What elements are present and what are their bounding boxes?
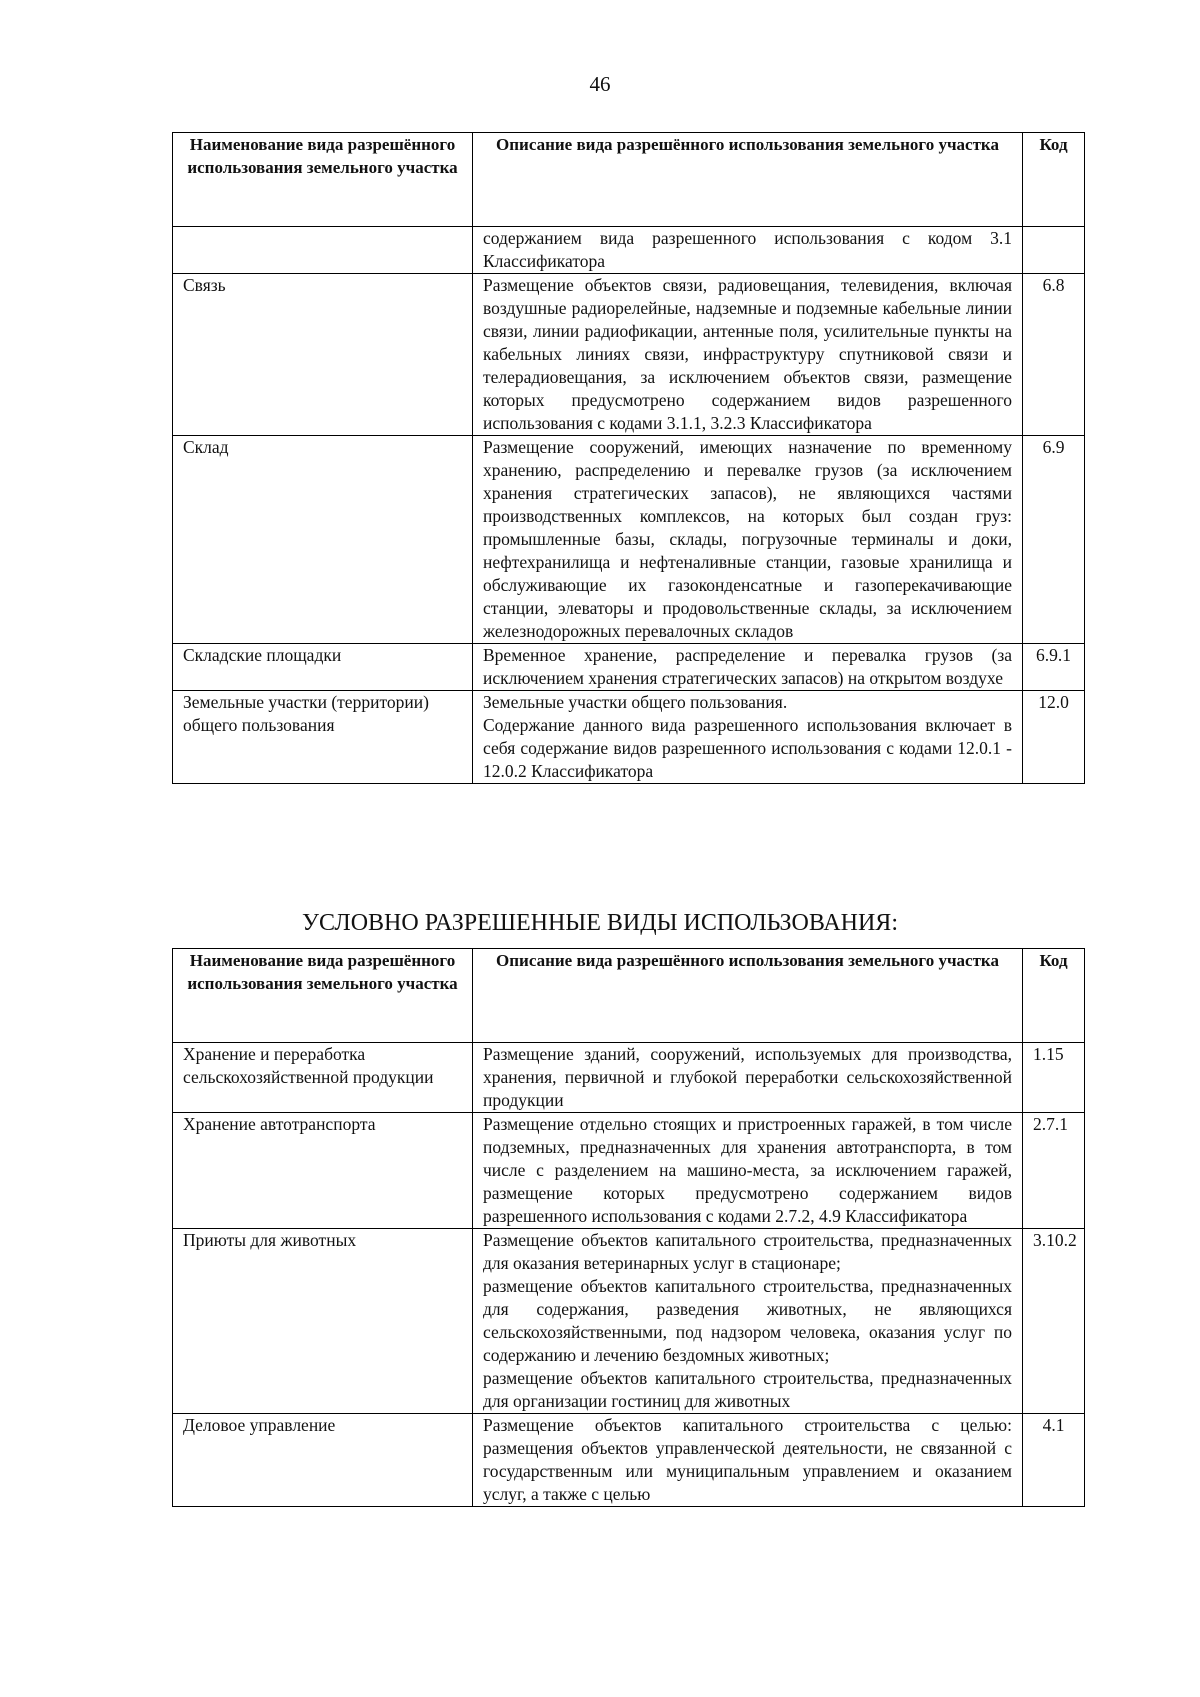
header-description: Описание вида разрешённого использования земельного участка [473, 949, 1023, 1043]
row-description: Временное хранение, распределение и перевалка грузов (за исключением хранения стратегических запасов) на открытом воздухе [473, 644, 1023, 691]
row-name: Хранение и переработка сельскохозяйственной продукции [173, 1043, 473, 1113]
row-code: 6.9.1 [1023, 644, 1085, 691]
table-row [173, 1043, 1085, 1113]
table-header-row [173, 949, 1085, 1043]
row-name: Склад [173, 436, 473, 644]
table-header-row [173, 133, 1085, 227]
section-title: УСЛОВНО РАЗРЕШЕННЫЕ ВИДЫ ИСПОЛЬЗОВАНИЯ: [302, 910, 898, 936]
table-row [173, 274, 1085, 436]
row-description: Размещение зданий, сооружений, используемых для производства, хранения, первичной и глубокой переработки сельскохозяйственной продукции [473, 1043, 1023, 1113]
row-description: Земельные участки общего пользования. Содержание данного вида разрешенного использования включает в себя содержание видов разрешенного использования с кодами 12.0.1 - 12.0.2 Классификатора [473, 691, 1023, 784]
row-code: 3.10.2 [1023, 1229, 1085, 1414]
row-description: Размещение объектов капитального строительства, предназначенных для оказания ветеринарных услуг в стационаре; размещение объектов капитального строительства, предназначенных для содержания, разведения животных, не являющихся сельскохозяйственными, под надзором человека, оказания услуг по содержанию и лечению бездомных животных; размещение объектов капитального строительства, предназначенных для организации гостиниц для животных [473, 1229, 1023, 1414]
table-row [173, 691, 1085, 784]
row-description: Размещение объектов капитального строительства с целью: размещения объектов управленческой деятельности, не связанной с государственным или муниципальным управлением и оказанием услуг, а также с целью [473, 1414, 1023, 1507]
table-row [173, 227, 1085, 274]
row-name: Складские площадки [173, 644, 473, 691]
row-name: Связь [173, 274, 473, 436]
row-code: 4.1 [1023, 1414, 1085, 1507]
header-name: Наименование вида разрешённого использования земельного участка [173, 133, 473, 227]
row-code: 2.7.1 [1023, 1113, 1085, 1229]
table-row [173, 436, 1085, 644]
header-code: Код [1023, 133, 1085, 227]
table-row [173, 1414, 1085, 1507]
row-code: 6.9 [1023, 436, 1085, 644]
row-description: Размещение объектов связи, радиовещания, телевидения, включая воздушные радиорелейные, надземные и подземные кабельные линии связи, линии радиофикации, антенные поля, усилительные пункты на кабельных линиях связи, инфраструктуру спутниковой связи и телерадиовещания, за исключением объектов связи, размещение которых предусмотрено содержанием видов разрешенного использования с кодами 3.1.1, 3.2.3 Классификатора [473, 274, 1023, 436]
row-name: Деловое управление [173, 1414, 473, 1507]
table-row [173, 1229, 1085, 1414]
row-code: 1.15 [1023, 1043, 1085, 1113]
page-number: 46 [589, 72, 611, 96]
row-code [1023, 227, 1085, 274]
row-description: Размещение сооружений, имеющих назначение по временному хранению, распределению и перевалке грузов (за исключением хранения стратегических запасов), не являющихся частями производственных комплексов, на которых был создан груз: промышленные базы, склады, погрузочные терминалы и доки, нефтехранилища и нефтеналивные станции, газовые хранилища и обслуживающие их газоконденсатные и газоперекачивающие станции, элеваторы и продовольственные склады, за исключением железнодорожных перевалочных складов [473, 436, 1023, 644]
header-description: Описание вида разрешённого использования земельного участка [473, 133, 1023, 227]
table-row [173, 1113, 1085, 1229]
header-name: Наименование вида разрешённого использования земельного участка [173, 949, 473, 1043]
row-description: содержанием вида разрешенного использования с кодом 3.1 Классификатора [473, 227, 1023, 274]
permitted-uses-table [172, 132, 1085, 784]
row-code: 6.8 [1023, 274, 1085, 436]
conditional-uses-table [172, 948, 1085, 1507]
row-name: Приюты для животных [173, 1229, 473, 1414]
header-code: Код [1023, 949, 1085, 1043]
row-name: Хранение автотранспорта [173, 1113, 473, 1229]
table-row [173, 644, 1085, 691]
row-code: 12.0 [1023, 691, 1085, 784]
row-name: Земельные участки (территории) общего пользования [173, 691, 473, 784]
row-name [173, 227, 473, 274]
row-description: Размещение отдельно стоящих и пристроенных гаражей, в том числе подземных, предназначенных для хранения автотранспорта, в том числе с разделением на машино-места, за исключением гаражей, размещение которых предусмотрено содержанием видов разрешенного использования с кодами 2.7.2, 4.9 Классификатора [473, 1113, 1023, 1229]
